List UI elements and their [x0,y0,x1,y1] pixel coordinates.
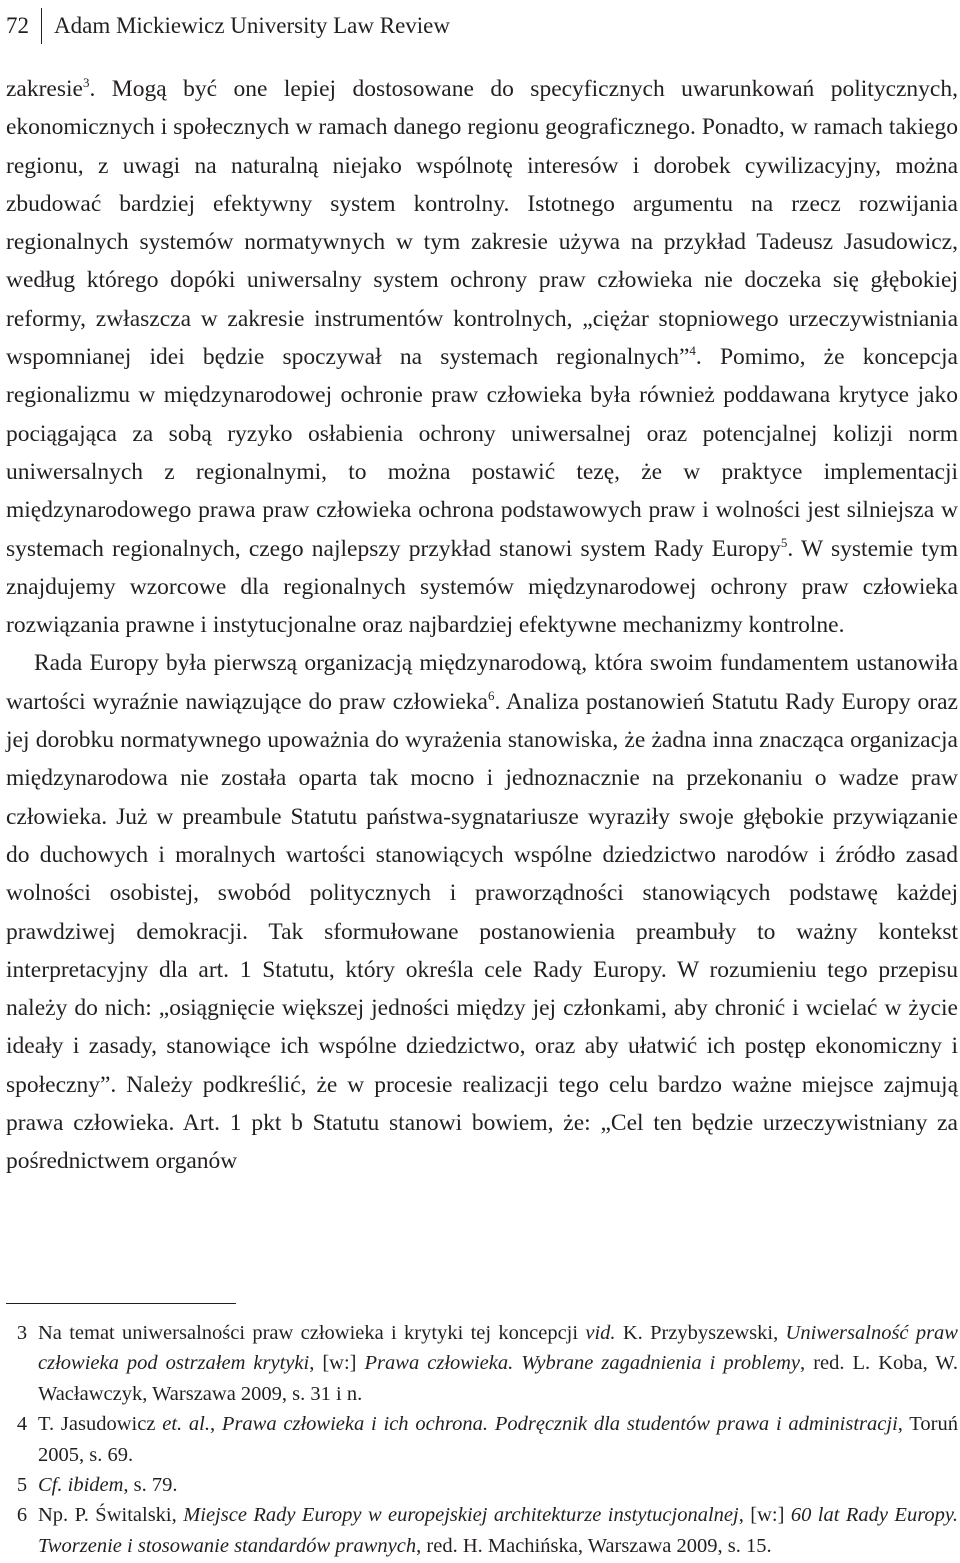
footnote-3 [6,1318,958,1409]
footnote-5 [6,1470,958,1500]
text-run: . W systemie tym znajdujemy wzorcowe dla regionalnych systemów międzynarodowej ochrony praw człowieka rozwiązania prawne i instytucjonalne oraz najbardziej efektywne mechanizmy kontrolne. [6,535,958,639]
footnote-ref-6[interactable]: 6 [487,687,495,703]
journal-title: Adam Mickiewicz University Law Review [54,13,450,38]
footnote-6 [6,1500,958,1561]
running-head-divider [41,8,42,44]
text-run-italic: et. al. [162,1413,210,1436]
text-run-italic: Prawa człowieka i ich ochrona. Podręcznik dla studentów prawa i administracji [221,1413,898,1436]
page-number: 72 [6,13,29,38]
text-run-italic: vid. [585,1322,616,1344]
text-run-italic: Cf. ibidem [38,1474,124,1497]
paragraph-2 [6,644,958,1180]
footnote-text [38,1470,958,1500]
footnote-number: 6 [16,1504,28,1527]
footnote-number: 5 [16,1474,28,1497]
text-run: T. Jasudowicz [38,1413,163,1436]
text-run: , [w:] [309,1352,365,1375]
footnote-text [38,1409,958,1470]
text-run: K. Przybyszewski, [615,1322,786,1344]
text-run: , [210,1413,222,1436]
paragraph-1 [6,70,958,644]
footnote-text [38,1500,958,1561]
footnote-number: 4 [16,1413,28,1436]
footnote-ref-4[interactable]: 4 [689,343,696,359]
text-run-italic: Uniwersalność praw człowieka pod ostrzałem krytyki [38,1322,958,1375]
body-text [6,70,958,1181]
text-run: Np. P. Świtalski, [38,1504,184,1527]
text-run: , red. H. Machińska, Warszawa 2009, s. 15. [416,1534,772,1557]
text-run: . Analiza postanowień Statutu Rady Europy oraz jej dorobku normatywnego upoważnia do wyrażenia stanowiska, że żadna inna znacząca organizacja międzynarodowa nie została oparta tak mocno i jednoznacznie na przekonaniu o wadze praw człowieka. Już w preambule Statutu państwa-sygnatariusze wyraziły swoje głębokie przywiązanie do duchowych i moralnych wartości stanowiących wspólne dziedzictwo narodów i źródło zasad wolności osobistej, swobód politycznych i praworządności stanowiących podstawę każdej prawdziwej demokracji. Tak sformułowane postanowienia preambuły to ważny kontekst interpretacyjny dla art. 1 Statutu, który określa cele Rady Europy. W rozumieniu tego przepisu należy do nich: „osiągnięcie większej jedności między jej członkami, aby chronić i wcielać w życie ideały i zasady, stanowiące ich wspólne dziedzictwo, oraz aby ułatwić ich postęp ekonomiczny i społeczny”. Należy podkreślić, że w procesie realizacji tego celu bardzo ważne miejsce zajmują prawa człowieka. Art. 1 pkt b Statutu stanowi bowiem, że: „Cel ten będzie urzeczywistniany za pośrednictwem organów [6,688,958,1175]
text-run: Rada Europy była pierwszą organizacją międzynarodową, która swoim fundamentem ustanowiła wartości wyraźnie nawiązujące do praw człowieka [6,650,958,715]
footnote-4 [6,1409,958,1470]
footnote-number: 3 [16,1322,28,1344]
text-run: , [w:] [738,1504,791,1527]
text-run: , red. L. Koba, W. Wacławczyk, Warszawa 2009, s. 31 i n. [38,1352,958,1405]
text-run-italic: Prawa człowieka. Wybrane zagadnienia i problemy [364,1352,801,1375]
text-run: . Mogą być one lepiej dostosowane do specyficznych uwarunkowań politycznych, ekonomicznych i społecznych w ramach danego regionu geograficznego. Ponadto, w ramach takiego regionu, z uwagi na naturalną niejako wspólnotę interesów i dorobek cywilizacyjny, można zbudować bardziej efektywny system kontrolny. Istotnego argumentu na rzecz rozwijania regionalnych systemów normatywnych w tym zakresie używa na przykład Tadeusz Jasudowicz, według którego dopóki uniwersalny system ochrony praw człowieka nie doczeka się głębokiej reformy, zwłaszcza w zakresie instrumentów kontrolnych, „ciężar stopniowego urzeczywistniania wspomnianej idei będzie spoczywał na systemach regionalnych” [6,76,958,371]
text-run: Na temat uniwersalności praw człowieka i krytyki tej koncepcji [38,1322,586,1344]
text-run: . Pomimo, że koncepcja regionalizmu w międzynarodowej ochronie praw człowieka była również poddawana krytyce jako pociągająca za sobą ryzyko osłabienia ochrony uniwersalnej oraz potencjalnej kolizji norm uniwersalnych z regionalnymi, to można postawić tezę, że w praktyce implementacji międzynarodowego prawa praw człowieka ochrona podstawowych praw i wolności jest silniejsza w systemach regionalnych, czego najlepszy przykład stanowi system Rady Europy [6,344,958,562]
footnote-text [38,1318,958,1409]
text-run: , s. 79. [123,1474,178,1497]
text-run-italic: 60 lat Rady Europy. Tworzenie i stosowanie standardów prawnych [38,1504,959,1557]
footnote-ref-5[interactable]: 5 [780,534,788,550]
text-run-italic: Miejsce Rady Europy w europejskiej architekturze instytucjonalnej [183,1504,739,1527]
footnote-divider [6,1303,236,1304]
running-head [6,8,450,44]
text-run: , Toruń 2005, s. 69. [38,1413,958,1466]
footnote-ref-3[interactable]: 3 [82,75,90,90]
footnotes [6,1318,958,1561]
text-run: zakresie [6,76,83,102]
